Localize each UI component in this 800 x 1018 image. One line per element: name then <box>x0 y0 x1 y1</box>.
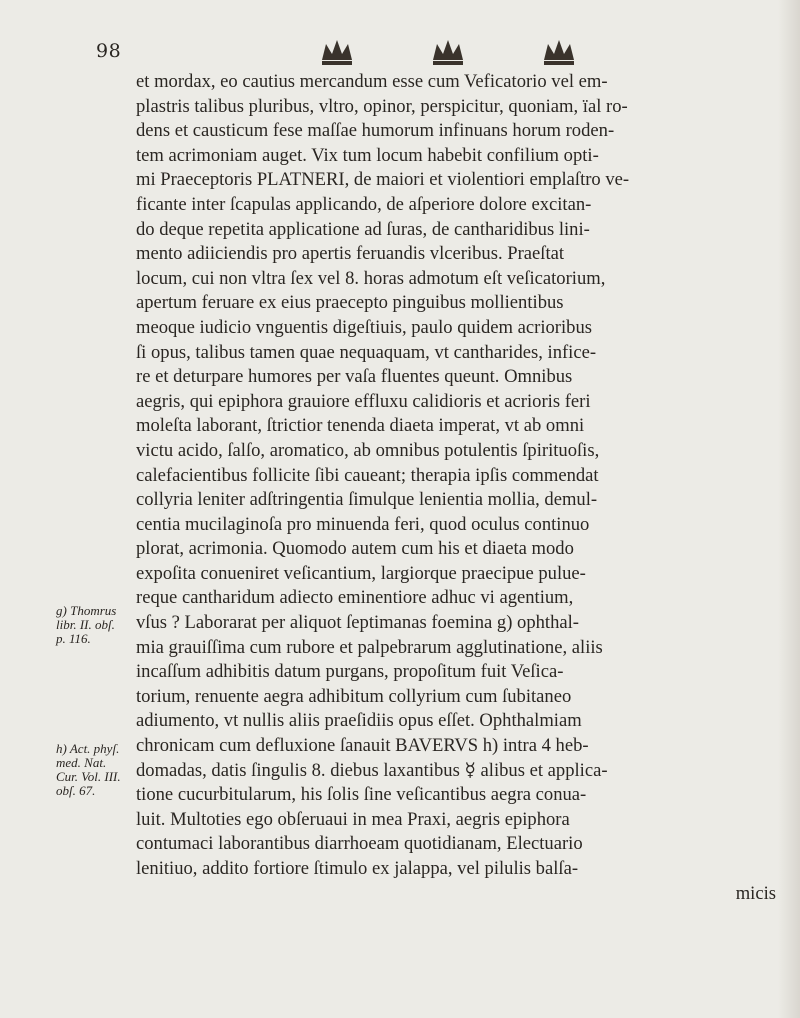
text-line: ſi opus, talibus tamen quae nequaquam, vt cantharides, infice- <box>136 341 597 363</box>
page-number: 98 <box>96 40 122 62</box>
text-line: mia grauiſſima cum rubore et palpebrarum agglutinatione, aliis <box>136 636 603 658</box>
footnote-h <box>56 742 121 798</box>
text-line: mi Praeceptoris PLATNERI, de maiori et violentiori emplaſtro ve- <box>136 169 630 191</box>
footnote-line: p. 116. <box>56 631 91 646</box>
footnote-line: med. Nat. <box>56 755 107 770</box>
footnote-line: Thomrus <box>70 603 117 618</box>
text-line: tem acrimoniam auget. Vix tum locum habebit confilium opti- <box>136 144 599 166</box>
text-line: luit. Multoties ego obſeruaui in mea Praxi, aegris epiphora <box>136 808 570 830</box>
text-line: do deque repetita applicatione ad ſuras, de cantharidibus lini- <box>136 218 590 240</box>
footnote-line: Act. phyſ. <box>69 741 120 756</box>
text-line: plastris talibus pluribus, vltro, opinor, perspicitur, quoniam, ïal ro- <box>136 95 628 117</box>
text-line: plorat, acrimonia. Quomodo autem cum his et diaeta modo <box>136 538 574 560</box>
text-line: contumaci laborantibus diarrhoeam quotidianam, Electuario <box>136 833 583 855</box>
crown-ornament-icon <box>429 36 467 68</box>
text-line: centia mucilaginoſa pro minuenda feri, quod oculus continuo <box>136 513 590 535</box>
crown-ornament-icon <box>318 36 356 68</box>
text-line: re et deturpare humores per vaſa fluentes queunt. Omnibus <box>136 366 573 388</box>
text-line: moleſta laborant, ſtrictior tenenda diaeta imperat, vt ab omni <box>136 415 585 437</box>
text-line: chronicam cum defluxione ſanauit BAVERVS h) intra 4 heb- <box>136 735 589 757</box>
footnote-marker: g) <box>56 603 67 618</box>
text-line: victu acido, ſalſo, aromatico, ab omnibus potulentis ſpirituoſis, <box>136 439 600 461</box>
footnote-line: obſ. 67. <box>56 783 96 798</box>
text-line: ficante inter ſcapulas applicando, de aſperiore dolore excitan- <box>136 193 592 215</box>
text-line: incaſſum adhibitis datum purgans, propoſitum fuit Veſica- <box>136 661 564 683</box>
text-line: meoque iudicio vnguentis digeſtiuis, paulo quidem acrioribus <box>136 316 592 338</box>
text-line: lenitiuo, addito fortiore ſtimulo ex jalappa, vel pilulis balſa- <box>136 858 579 879</box>
text-line: mento adiiciendis pro apertis feruandis vlceribus. Praeſtat <box>136 243 565 265</box>
text-line: collyria leniter adſtringentia ſimulque lenientia mollia, demul- <box>136 489 598 511</box>
main-text-column <box>136 70 776 906</box>
text-line: tione cucurbitularum, his ſolis ſine veſicantibus aegra conua- <box>136 784 587 806</box>
text-line: torium, renuente aegra adhibitum collyrium cum ſubitaneo <box>136 685 572 707</box>
text-line: apertum feruare ex eius praecepto pinguibus mollientibus <box>136 292 564 314</box>
text-line: et mordax, eo cautius mercandum esse cum Veficatorio vel em- <box>136 71 608 92</box>
text-line: calefacientibus follicite ſibi caueant; therapia ipſis commendat <box>136 464 599 486</box>
text-line: expoſita conueniret veſicantium, largiorque praecipue pulue- <box>136 562 586 584</box>
text-line: vſus ? Laborarat per aliquot ſeptimanas foemina g) ophthal- <box>136 612 579 634</box>
crown-ornament-icon <box>540 36 578 68</box>
footnote-line: libr. II. obſ. <box>56 617 115 632</box>
text-line: locum, cui non vltra ſex vel 8. horas admotum eſt veſicatorium, <box>136 267 606 289</box>
footnote-g <box>56 604 116 646</box>
text-line: aegris, qui epiphora grauiore effluxu calidioris et acrioris feri <box>136 390 591 412</box>
header-ornaments <box>318 36 578 70</box>
page-edge-shadow <box>778 0 800 1018</box>
text-line: adiumento, vt nullis aliis praeſidiis opus eſſet. Ophthalmiam <box>136 710 582 732</box>
text-line: reque cantharidum adiecto eminentiore adhuc vi agentium, <box>136 587 574 609</box>
footnote-marker: h) <box>56 741 67 756</box>
text-line: dens et causticum fese maſſae humorum infinuans horum roden- <box>136 120 615 142</box>
footnote-line: Cur. Vol. III. <box>56 769 121 784</box>
text-line: micis <box>735 882 776 904</box>
text-line: domadas, datis ſingulis 8. diebus laxantibus ☿ alibus et applica- <box>136 759 608 781</box>
